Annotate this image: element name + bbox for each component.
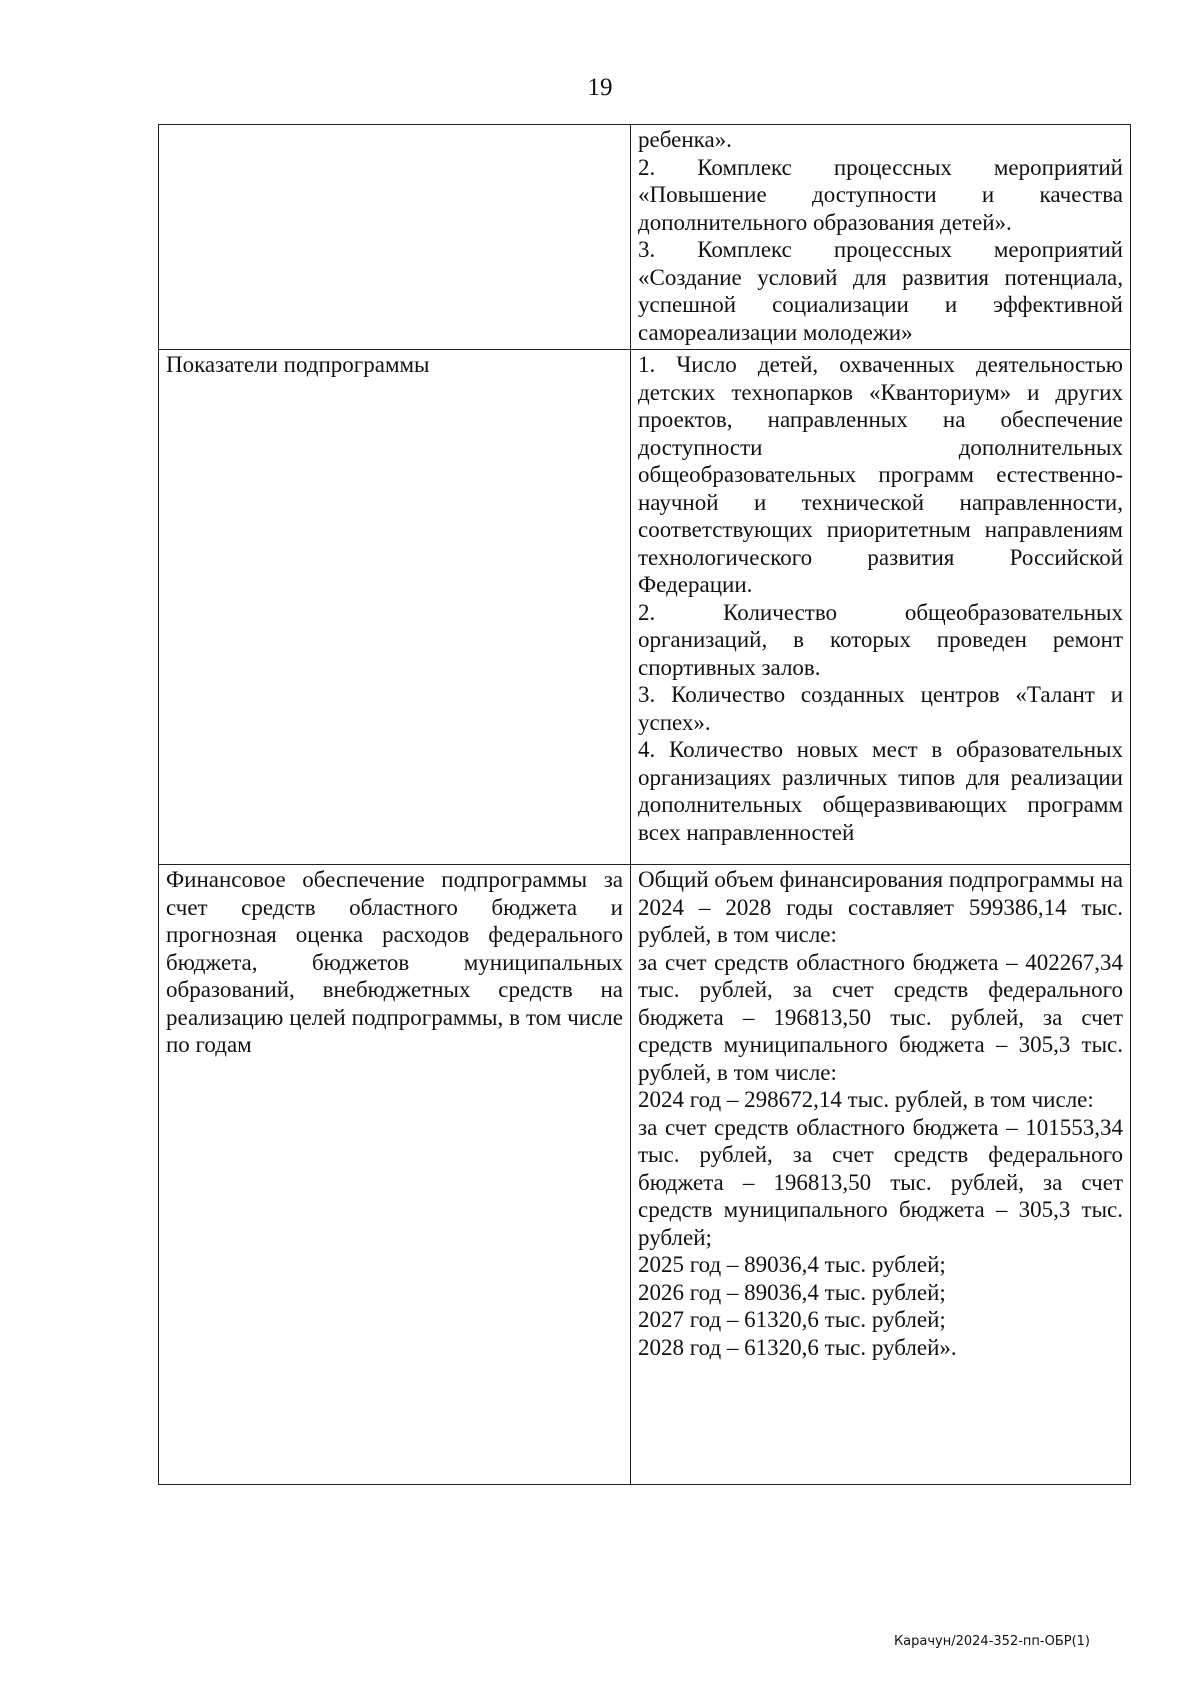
- row-value-line: 1. Число детей, охваченных деятельностью детских технопарков «Кванториум» и других проектов, направленных на обеспечение доступности дополнительных общеобразовательных программ естественно-научной и технической направленности, соответствующих приоритетным направлениям технологического развития Российской Федерации.: [638, 352, 1123, 597]
- row-label: Финансовое обеспечение подпрограммы за счет средств областного бюджета и прогнозная оценка расходов федерального бюджета, бюджетов муниципальных образований, внебюджетных средств на реализацию целей подпрограммы, в том числе по годам: [166, 867, 623, 1057]
- row-value-line: 2. Комплекс процессных мероприятий «Повышение доступности и качества дополнительного образования детей».: [638, 154, 1123, 235]
- table-cell-label: [159, 865, 631, 1485]
- row-value-line: 2027 год – 61320,6 тыс. рублей;: [638, 1307, 946, 1332]
- table-row: [159, 125, 1131, 350]
- row-value-line: за счет средств областного бюджета – 101553,34 тыс. рублей, за счет средств федерального бюджета – 196813,50 тыс. рублей, за счет средств муниципального бюджета – 305,3 тыс. рублей;: [638, 1114, 1123, 1250]
- row-value-line: 2026 год – 89036,4 тыс. рублей;: [638, 1279, 946, 1305]
- subprogram-passport-table: [158, 124, 1131, 1485]
- row-value-line: 4. Количество новых мест в образовательных организациях различных типов для реализации дополнительных общеразвивающих программ всех направленностей: [638, 737, 1123, 845]
- row-value-line: Общий объем финансирования подпрограммы на 2024 – 2028 годы составляет 599386,14 тыс. рублей, в том числе:: [638, 867, 1123, 947]
- table-row: [159, 350, 1131, 865]
- page-number: 19: [587, 74, 613, 101]
- row-value-line: за счет средств областного бюджета – 402267,34 тыс. рублей, за счет средств федерального бюджета – 196813,50 тыс. рублей, за счет средств муниципального бюджета – 305,3 тыс. рублей, в том числе:: [638, 949, 1123, 1085]
- table-row: [159, 865, 1131, 1485]
- table-cell-value: [631, 125, 1131, 350]
- row-value-line: ребенка».: [638, 127, 732, 152]
- row-label: Показатели подпрограммы: [166, 352, 430, 377]
- table-cell-label: [159, 125, 631, 350]
- row-value-line: 2024 год – 298672,14 тыс. рублей, в том числе:: [638, 1087, 1094, 1112]
- row-value-line: 2025 год – 89036,4 тыс. рублей;: [638, 1252, 946, 1277]
- table-cell-label: [159, 350, 631, 865]
- table-cell-value: [631, 350, 1131, 865]
- row-value-line: 2. Количество общеобразовательных организаций, в которых проведен ремонт спортивных залов.: [638, 599, 1123, 680]
- row-value-line: 3. Комплекс процессных мероприятий «Создание условий для развития потенциала, успешной социализации и эффективной самореализации молодежи»: [638, 237, 1123, 345]
- row-value-line: 3. Количество созданных центров «Талант и успех».: [638, 682, 1123, 735]
- row-value-line: 2028 год – 61320,6 тыс. рублей».: [638, 1334, 957, 1360]
- document-code: Карачун/2024-352-пп-ОБР(1): [893, 1634, 1090, 1649]
- table-cell-value: [631, 865, 1131, 1485]
